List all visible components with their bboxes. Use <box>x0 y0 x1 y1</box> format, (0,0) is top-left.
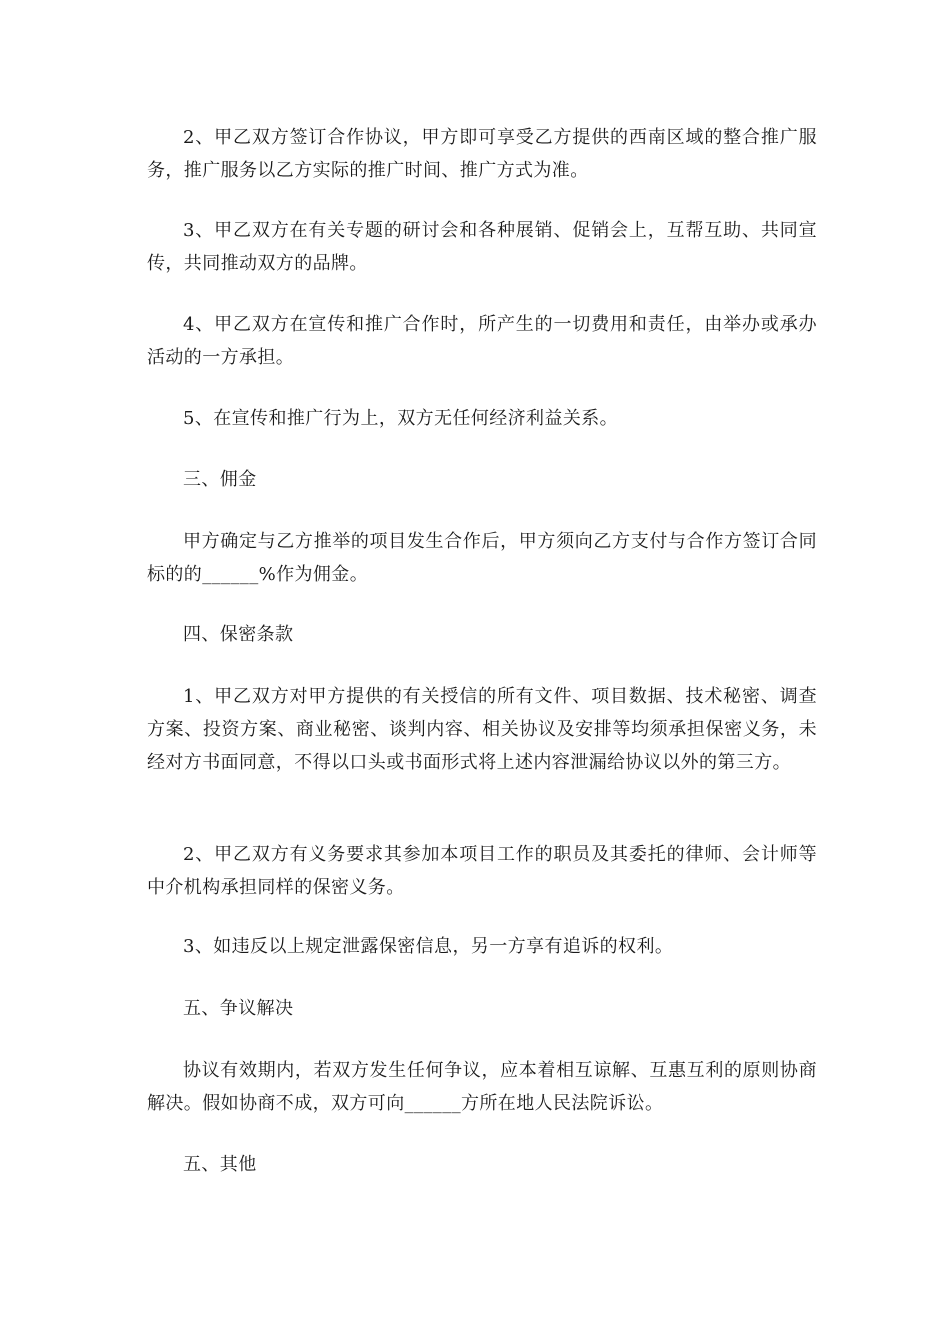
section-heading-commission: 三、佣金 <box>183 469 257 490</box>
section-heading-confidentiality: 四、保密条款 <box>183 624 294 645</box>
section-heading-dispute-resolution: 五、争议解决 <box>183 998 294 1019</box>
clause-4-cost-responsibility: 4、甲乙双方在宣传和推广合作时，所产生的一切费用和责任，由举办或承办活动的一方承担。 <box>147 314 817 368</box>
confidentiality-clause-2: 2、甲乙双方有义务要求其参加本项目工作的职员及其委托的律师、会计师等中介机构承担同样的保密义务。 <box>147 844 817 898</box>
commission-clause: 甲方确定与乙方推举的项目发生合作后，甲方须向乙方支付与合作方签订合同标的的______%作为佣金。 <box>147 531 817 585</box>
section-heading-other: 五、其他 <box>183 1154 257 1175</box>
clause-2-integrated-promotion: 2、甲乙双方签订合作协议，甲方即可享受乙方提供的西南区域的整合推广服务，推广服务以乙方实际的推广时间、推广方式为准。 <box>147 127 817 181</box>
confidentiality-clause-3: 3、如违反以上规定泄露保密信息，另一方享有追诉的权利。 <box>183 936 674 957</box>
dispute-resolution-clause: 协议有效期内，若双方发生任何争议，应本着相互谅解、互惠互利的原则协商解决。假如协商不成，双方可向______方所在地人民法院诉讼。 <box>147 1060 817 1114</box>
clause-5-no-economic-interest: 5、在宣传和推广行为上，双方无任何经济利益关系。 <box>183 408 619 429</box>
confidentiality-clause-1: 1、甲乙双方对甲方提供的有关授信的所有文件、项目数据、技术秘密、调查方案、投资方案、商业秘密、谈判内容、相关协议及安排等均须承担保密义务，未经对方书面同意，不得以口头或书面形式将上述内容泄漏给协议以外的第三方。 <box>147 686 817 773</box>
clause-3-joint-promotion: 3、甲乙双方在有关专题的研讨会和各种展销、促销会上，互帮互助、共同宣传，共同推动双方的品牌。 <box>147 220 817 274</box>
